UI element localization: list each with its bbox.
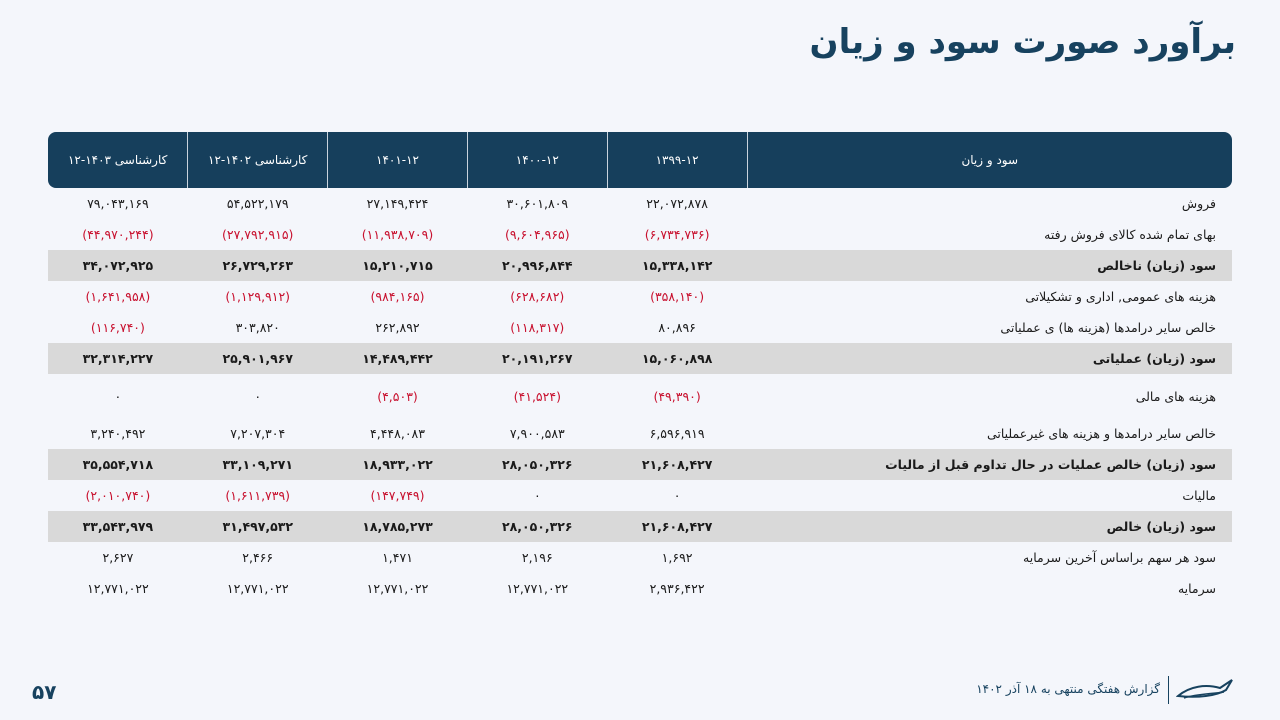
cell-value: ۴,۴۴۸,۰۸۳: [370, 426, 425, 441]
cell-value: ۳۵,۵۵۴,۷۱۸: [48, 449, 188, 480]
cell-value: (۹۸۴,۱۶۵): [370, 289, 425, 304]
table-row: [48, 573, 1232, 604]
header-1403-est: کارشناسی ۱۴۰۳-۱۲: [48, 132, 188, 188]
footer-report-text: گزارش هفتگی منتهی به ۱۸ آذر ۱۴۰۲: [976, 682, 1160, 696]
cell-value: ۳۰,۶۰۱,۸۰۹: [506, 196, 569, 211]
cell-value: ۰: [673, 488, 681, 503]
cell-value: ۲۸,۰۵۰,۳۲۶: [467, 449, 607, 480]
table-row-subtotal: [48, 449, 1232, 480]
table-row: [48, 374, 1232, 418]
row-label: سرمایه: [1177, 581, 1216, 596]
cell-value: (۶۲۸,۶۸۲): [510, 289, 565, 304]
cell-value: ۳۳,۱۰۹,۲۷۱: [188, 449, 328, 480]
cell-value: (۱۱۶,۷۴۰): [90, 320, 145, 335]
table-row-subtotal: [48, 343, 1232, 374]
cell-value: (۴۹,۳۹۰): [653, 388, 701, 404]
row-label: خالص سایر درامدها (هزینه ها) ی عملیاتی: [1000, 320, 1216, 335]
cell-value: ۲,۶۲۷: [102, 550, 134, 565]
table-row: [48, 312, 1232, 343]
cell-value: ۲,۱۹۶: [521, 550, 553, 565]
row-label: سود (زیان) عملیاتی: [747, 343, 1232, 374]
cell-value: ۲۰,۹۹۶,۸۴۴: [467, 250, 607, 281]
cell-value: ۲,۴۶۶: [242, 550, 274, 565]
cell-value: (۹,۶۰۴,۹۶۵): [504, 227, 570, 242]
cell-value: ۳۱,۴۹۷,۵۳۲: [188, 511, 328, 542]
footer-divider: [1168, 676, 1169, 704]
table-row: [48, 188, 1232, 219]
row-label: فروش: [1181, 196, 1216, 211]
row-label: هزینه های عمومی, اداری و تشکیلاتی: [1025, 289, 1216, 304]
cell-value: ۱۵,۲۱۰,۷۱۵: [328, 250, 468, 281]
cell-value: (۱,۶۴۱,۹۵۸): [85, 289, 151, 304]
cell-value: ۲۰,۱۹۱,۲۶۷: [467, 343, 607, 374]
cell-value: ۲۸,۰۵۰,۳۲۶: [467, 511, 607, 542]
row-label: خالص سایر درامدها و هزینه های غیرعملیاتی: [986, 426, 1216, 441]
cell-value: (۳۵۸,۱۴۰): [650, 289, 705, 304]
cell-value: ۳۰۳,۸۲۰: [235, 320, 280, 335]
cell-value: ۳,۲۴۰,۴۹۲: [90, 426, 146, 441]
table-row: [48, 418, 1232, 449]
table-row-subtotal: [48, 511, 1232, 542]
cell-value: ۲,۹۳۶,۴۲۲: [649, 581, 705, 596]
cell-value: ۷,۹۰۰,۵۸۳: [509, 426, 565, 441]
cell-value: (۲,۰۱۰,۷۴۰): [85, 488, 151, 503]
cell-value: (۱,۶۱۱,۷۳۹): [225, 488, 291, 503]
cell-value: (۴۴,۹۷۰,۲۴۴): [82, 227, 154, 242]
cell-value: ۱۴,۴۸۹,۴۴۲: [328, 343, 468, 374]
cell-value: (۴۱,۵۲۴): [513, 388, 561, 404]
income-statement-table-wrap: [48, 132, 1232, 604]
cell-value: ۷,۲۰۷,۳۰۴: [230, 426, 286, 441]
cell-value: ۱۵,۳۳۸,۱۴۲: [607, 250, 747, 281]
row-label: سود (زیان) خالص: [747, 511, 1232, 542]
cell-value: (۱,۱۲۹,۹۱۲): [225, 289, 291, 304]
cell-value: ۰: [533, 488, 541, 503]
cell-value: ۲۱,۶۰۸,۴۲۷: [607, 449, 747, 480]
cell-value: ۵۴,۵۲۲,۱۷۹: [226, 196, 289, 211]
row-label: سود هر سهم براساس آخرین سرمایه: [1023, 550, 1216, 565]
table-row: [48, 281, 1232, 312]
header-1400: ۱۴۰۰-۱۲: [467, 132, 607, 188]
row-label: سود (زیان) خالص عملیات در حال تداوم قبل از مالیات: [747, 449, 1232, 480]
cell-value: (۱۴۷,۷۴۹): [370, 488, 425, 503]
row-label: هزینه های مالی: [1135, 388, 1216, 404]
bird-logo-icon: [1176, 674, 1234, 706]
cell-value: (۱۱,۹۳۸,۷۰۹): [361, 227, 434, 242]
cell-value: ۱۲,۷۷۱,۰۲۲: [226, 581, 289, 596]
cell-value: ۲۱,۶۰۸,۴۲۷: [607, 511, 747, 542]
cell-value: ۳۳,۵۴۳,۹۷۹: [48, 511, 188, 542]
cell-value: ۲۷,۱۴۹,۴۲۴: [366, 196, 429, 211]
header-label: سود و زیان: [747, 132, 1232, 188]
table-row: [48, 480, 1232, 511]
cell-value: ۱۵,۰۶۰,۸۹۸: [607, 343, 747, 374]
header-1402-est: کارشناسی ۱۴۰۲-۱۲: [188, 132, 328, 188]
cell-value: (۶,۷۳۴,۷۳۶): [644, 227, 710, 242]
cell-value: ۷۹,۰۴۳,۱۶۹: [87, 196, 149, 211]
page-number: ۵۷: [32, 680, 57, 704]
cell-value: ۱۲,۷۷۱,۰۲۲: [506, 581, 569, 596]
header-1399: ۱۳۹۹-۱۲: [607, 132, 747, 188]
cell-value: (۴,۵۰۳): [377, 388, 418, 404]
cell-value: ۸۰,۸۹۶: [658, 320, 696, 335]
row-label: بهای تمام شده کالای فروش رفته: [1044, 227, 1216, 242]
row-label: سود (زیان) ناخالص: [747, 250, 1232, 281]
cell-value: (۲۷,۷۹۲,۹۱۵): [222, 227, 294, 242]
cell-value: ۲۶۲,۸۹۲: [375, 320, 420, 335]
table-row-subtotal: [48, 250, 1232, 281]
row-label: مالیات: [1182, 488, 1216, 503]
cell-value: ۱,۶۹۲: [661, 550, 693, 565]
header-1401: ۱۴۰۱-۱۲: [328, 132, 468, 188]
cell-value: ۱۸,۷۸۵,۲۷۳: [328, 511, 468, 542]
cell-value: ۲۵,۹۰۱,۹۶۷: [188, 343, 328, 374]
income-statement-table: [48, 132, 1232, 604]
table-header-row: [48, 132, 1232, 188]
table-row: [48, 542, 1232, 573]
cell-value: ۱,۴۷۱: [382, 550, 413, 565]
cell-value: ۰: [114, 388, 122, 404]
cell-value: ۳۲,۳۱۴,۲۲۷: [48, 343, 188, 374]
cell-value: ۲۶,۷۲۹,۲۶۳: [188, 250, 328, 281]
cell-value: (۱۱۸,۳۱۷): [510, 320, 565, 335]
cell-value: ۳۴,۰۷۲,۹۲۵: [48, 250, 188, 281]
cell-value: ۱۲,۷۷۱,۰۲۲: [366, 581, 429, 596]
cell-value: ۰: [254, 388, 262, 404]
cell-value: ۱۸,۹۳۳,۰۲۲: [328, 449, 468, 480]
page-title: برآورد صورت سود و زیان: [809, 22, 1236, 62]
cell-value: ۶,۵۹۶,۹۱۹: [649, 426, 705, 441]
cell-value: ۱۲,۷۷۱,۰۲۲: [87, 581, 149, 596]
table-row: [48, 219, 1232, 250]
cell-value: ۲۲,۰۷۲,۸۷۸: [646, 196, 708, 211]
